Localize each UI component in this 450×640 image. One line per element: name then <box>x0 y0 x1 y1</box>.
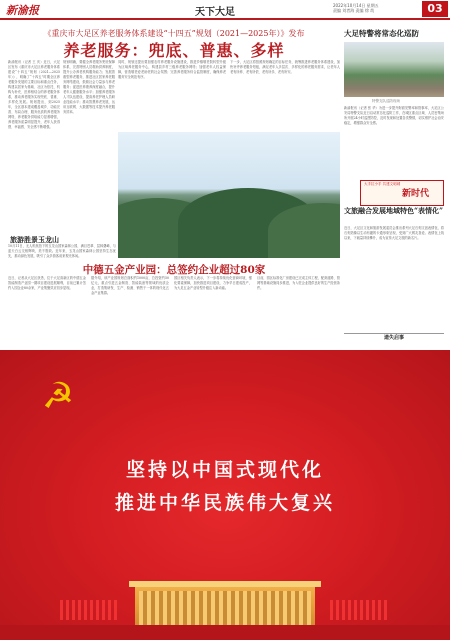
culture-banner-title: 新时代 <box>402 189 430 199</box>
culture-text: 近日，大足区文化和旅游发展委员会推出系列大足石刻文创表情包，将石刻造像以生动有趣的卡通形象呈现，受到广大网友喜爱。表情包上线以来，下载量持续攀升，成为宣传大足文旅的新名片。 <box>344 226 444 240</box>
police-patrol-body <box>344 106 444 178</box>
industry-column-2 <box>91 276 169 346</box>
lead-text-1: 新渝报讯（记者 王 庆）近日，大足区发布《重庆市大足区养老服务体系建设“十四五”规划（2021—2025年）》，明确了“十四五”时期全区养老服务发展的主要目标和重点任务，构建以居家为基础、社区为依托、机构为补充、医养相结合的养老服务体系，推动养老服务实现兜底、普惠、多样化发展。规划提出，到2025年，全区基本建成覆盖城乡、功能完善、布局合理、服务优质的养老服务网络，养老服务供给能力显著增强，养老服务质量明显提升，老年人获得感、幸福感、安全感不断增强。 <box>8 60 60 129</box>
issue-meta <box>333 3 379 13</box>
industry-column-4 <box>257 276 340 346</box>
scenic-photo <box>118 132 340 258</box>
lead-column-2 <box>63 60 115 232</box>
culture-banner-tagline: 大手拉小手 共建文明城 <box>364 182 401 186</box>
lead-kicker: 《重庆市大足区养老服务体系建设“十四五”规划（2021—2025年）》发布 <box>43 29 305 38</box>
lead-column-3 <box>118 60 226 130</box>
issue-date: 2022年10月14日 星期五 <box>333 3 379 8</box>
industry-text-2: 据介绍，该产业园规划总面积约1000亩，总投资约50亿元，重点引进五金制造、智能装备等领域的优质企业，打造集研发、生产、检测、销售于一体的现代化五金产业集群。 <box>91 276 169 295</box>
industry-column-1 <box>8 276 86 346</box>
lead-headline: 养老服务：兜底、普惠、多样 <box>63 41 285 60</box>
police-patrol-headline: 大足特警将常态化巡防 <box>344 29 419 38</box>
editor-credit: 责编 刘者海 责编 徐 哉 <box>333 8 375 13</box>
hall-roof <box>129 581 321 587</box>
banner-ground <box>0 625 450 640</box>
police-photo-caption: 特警支队巡防现场 <box>372 99 400 103</box>
industry-column-3 <box>174 276 252 346</box>
lead-text-2: 规划明确，要健全养老服务兜底保障体系，完善特困人员救助供养制度，提升公办养老机构服务能力；发展普惠型养老服务，推进社区居家养老服务网络建设，鼓励社会力量参与养老服务；促进医养康养深度融合，提升老年人健康服务水平；加强养老服务人才队伍建设，提高养老护理人员职业技能水平；推动智慧养老发展，运用互联网、大数据等技术提升养老服务效率。 <box>63 60 115 114</box>
masthead <box>0 0 450 20</box>
industry-headline: 中德五金产业园：总签约企业超过80家 <box>82 264 266 276</box>
notice-title: 遗失启事 <box>344 333 444 342</box>
scenic-title: 旅游胜景玉龙山 <box>10 235 59 244</box>
lead-text-3: 同时，规划还提出要加强农村养老服务设施建设，推进乡镇敬老院转型升级为区域养老服务中心，构建县乡村三级养老服务网络；加强老年人权益保障，营造敬老爱老助老的社会氛围；完善养老服务综合监管制度，确保养老服务安全规范有序。 <box>118 60 226 79</box>
lead-text-4: 下一步，大足区将按照规划确定的目标任务，统筹推进养老服务体系建设，加快补齐养老服务短板，满足老年人多层次、多样化的养老服务需求，让老年人老有所养、老有所依、老有所乐、老有所安。 <box>230 60 340 74</box>
industry-text-1: 近日，记者从大足区获悉，位于大足高新区的中德五金智能制造产业园一期项目建设进展顺利，目前已累计签约入园企业80余家，产业集聚效应初步显现。 <box>8 276 86 290</box>
industry-text-4: 目前，园区标准化厂房建设已完成主体工程，配套道路、管网等基础设施同步推进，为入驻企业提供良好的生产经营条件。 <box>257 276 340 290</box>
section-title: 天下大足 <box>195 7 235 18</box>
culture-body <box>344 226 444 330</box>
police-patrol-photo <box>344 42 444 97</box>
police-patrol-text: 新渝报讯（记者 张 华）为进一步提升街面见警率和管事率，大足区公安局特警支队近日启动常态化巡防工作，在城区重点区域、人员密集场所开展24小时巡逻防控，及时发现和处置各类警情，切实维护社会治安稳定，增强群众安全感。 <box>344 106 444 125</box>
party-emblem-icon: ☭ <box>41 376 75 417</box>
flag-row-left <box>60 600 120 620</box>
banner-slogan-line2: 推进中华民族伟大复兴 <box>114 492 335 514</box>
scenic-text: 10月11日，无人机航拍下的玉龙山国家森林公园，满目苍翠、层林叠嶂，与蓝天白云交相辉映，美不胜收。近年来，玉龙山国家森林公园坚持生态优先，推动绿色发展，吸引了众多游客前来观光休闲。 <box>8 244 116 258</box>
page-number: 03 <box>422 1 448 17</box>
newspaper-logo: 新渝报 <box>6 4 39 17</box>
scenic-caption <box>8 244 116 260</box>
lead-column-4 <box>230 60 340 130</box>
banner-slogan-line1: 坚持以中国式现代化 <box>125 459 324 481</box>
flag-row-right <box>330 600 390 620</box>
lead-column-1 <box>8 60 60 232</box>
culture-headline: 文旅融合发展地域特色“表情化” <box>344 206 444 215</box>
industry-text-3: 园区相关负责人表示，下一步将持续优化营商环境，强化要素保障，加快推进项目建设，力争早日建成投产，为大足五金产业转型升级注入新动能。 <box>174 276 252 290</box>
